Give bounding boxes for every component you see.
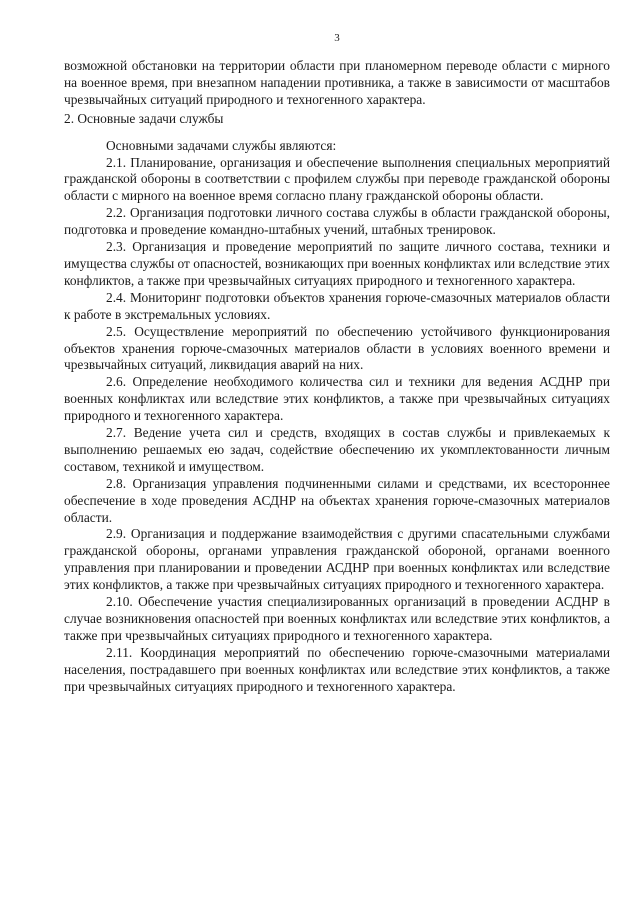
task-item-2-8: 2.8. Организация управления подчиненными силами и средствами, их всестороннее обеспечение в ходе проведения АСДНР на объектах хранения горюче-смазочных материалов области. <box>64 475 610 525</box>
task-item-2-7: 2.7. Ведение учета сил и средств, входящих в состав службы и привлекаемых к выполнению решаемых ею задач, содействие обеспечению их укомплектованности личным составом, техникой и имуществом. <box>64 425 610 474</box>
page-number: 3 <box>334 32 340 44</box>
task-item-2-3: 2.3. Организация и проведение мероприятий по защите личного состава, техники и имущества службы от опасностей, возникающих при военных конфликтах или вследствие этих конфликтов, а также при чрезвычайных ситуациях природного и техногенного характера. <box>64 239 610 288</box>
task-item-2-10: 2.10. Обеспечение участия специализированных организаций в проведении АСДНР в случае возникновения опасностей при военных конфликтах или вследствие этих конфликтов, а также при чрезвычайных ситуациях природного и техногенного характера. <box>64 594 610 643</box>
task-item-2-9: 2.9. Организация и поддержание взаимодействия с другими спасательными службами гражданской обороны, органами управления гражданской обороной, органами военного управления при планировании и проведении АСДНР при военных конфликтах или вследствие этих конфликтов, а также при чрезвычайных ситуациях природного и техногенного характера. <box>64 526 610 593</box>
continuation-paragraph: возможной обстановки на территории области при планомерном переводе области с мирного на военное время, при внезапном нападении противника, а также в зависимости от масштабов чрезвычайных ситуаций природного и техногенного характера. <box>64 58 610 107</box>
intro-paragraph: Основными задачами службы являются: <box>106 137 337 153</box>
task-item-2-4: 2.4. Мониторинг подготовки объектов хранения горюче-смазочных материалов области к работе в экстремальных условиях. <box>64 289 610 322</box>
task-item-2-11: 2.11. Координация мероприятий по обеспечению горюче-смазочными материалами населения, пострадавшего при военных конфликтах или вследствие этих конфликтов, а также при чрезвычайных ситуациях природного и техногенного характера. <box>64 644 610 694</box>
task-item-2-2: 2.2. Организация подготовки личного состава службы в области гражданской обороны, подготовка и проведение командно-штабных учений, штабных тренировок. <box>64 205 610 238</box>
task-item-2-6: 2.6. Определение необходимого количества сил и техники для ведения АСДНР при военных конфликтах или вследствие этих конфликтов, а также при чрезвычайных ситуациях природного и техногенного характера. <box>64 374 610 424</box>
section-heading: 2. Основные задачи службы <box>64 110 224 126</box>
task-item-2-5: 2.5. Осуществление мероприятий по обеспечению устойчивого функционирования объектов хранения горюче-смазочных материалов области в условиях военного времени и чрезвычайных ситуаций, ликвидация аварий на них. <box>64 323 610 373</box>
task-item-2-1: 2.1. Планирование, организация и обеспечение выполнения специальных мероприятий гражданской обороны в соответствии с профилем службы при переводе гражданской обороны области с мирного на военное время согласно плану гражданской обороны области. <box>64 154 610 204</box>
